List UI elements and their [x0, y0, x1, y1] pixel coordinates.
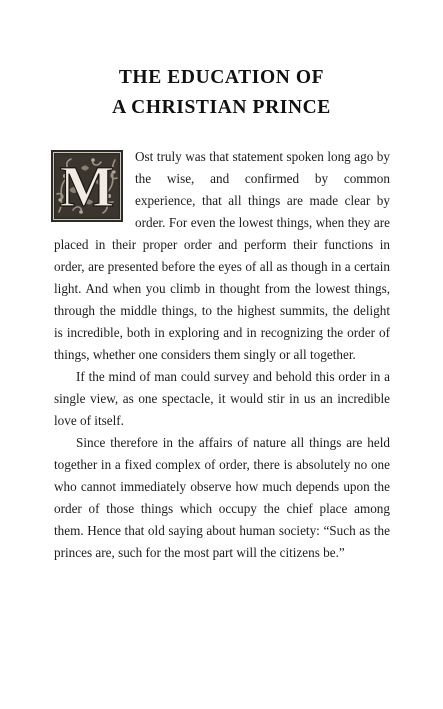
chapter-title-line-1: THE EDUCATION OF — [118, 67, 325, 88]
paragraph-3: Since therefore in the affairs of nature all things are held together in a fixed complex of order, there is absolutely no one who cannot immediately observe how much depends upon the order of those things which occupy the chief place among them. Hence that old saying about human society: “Such as the princes are, such for the most part will the citizens be.” — [54, 435, 390, 560]
paragraph-2: If the mind of man could survey and behold this order in a single view, as one spectacle, it would stir in us an incredible love of itself. — [54, 369, 390, 428]
chapter-body — [54, 146, 390, 564]
dropcap-letter: M — [59, 154, 115, 219]
chapter-title-line-2: A CHRISTIAN PRINCE — [112, 97, 331, 118]
paragraph-1: Ost truly was that statement spoken long ago by the wise, and confirmed by common experience, that all things are made clear by order. For even the lowest things, when they are placed in their proper order and perform their functions in order, are presented before the eyes of all as though in a certain light. And when you climb in thought from the lowest things, through the middle things, to the highest summits, the delight is incredible, both in exploring and in recognizing the order of things, whether one considers them singly or all together. — [54, 149, 390, 362]
ornamental-dropcap-m — [51, 150, 123, 222]
